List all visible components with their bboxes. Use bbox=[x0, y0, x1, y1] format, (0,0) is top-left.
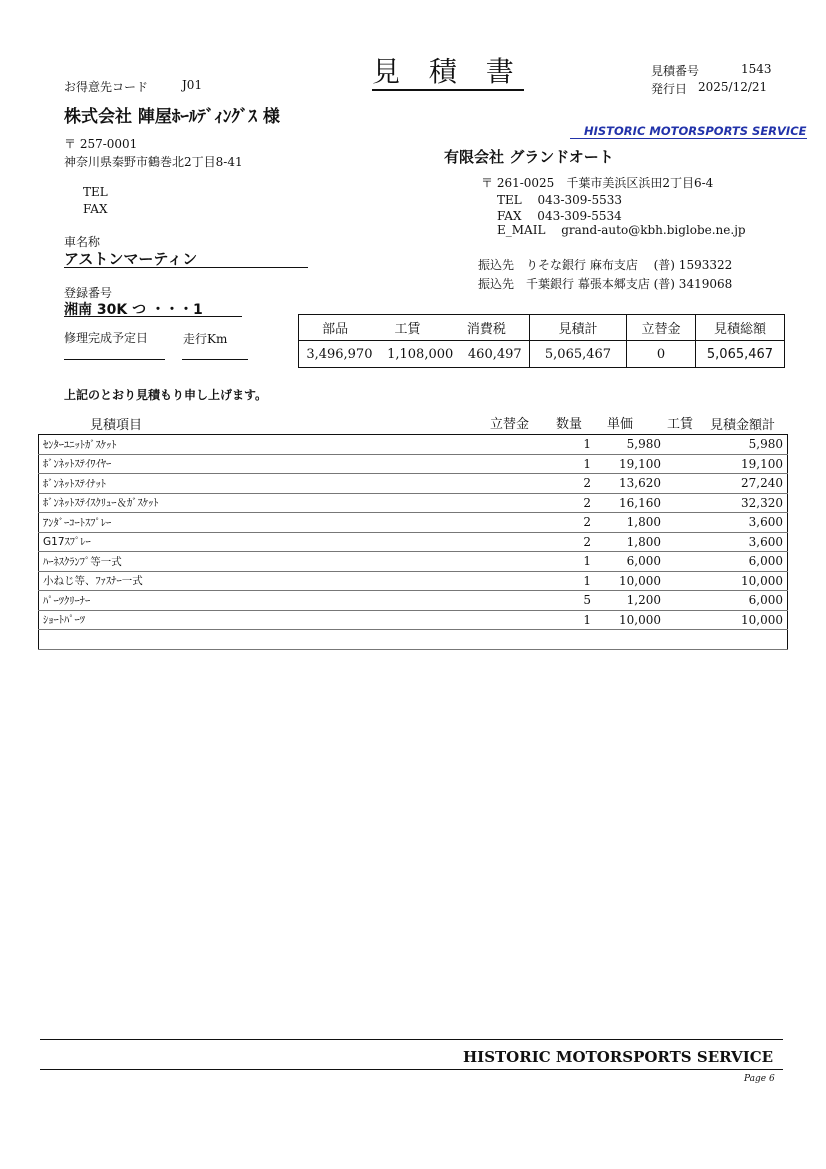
item-unit: 1,200 bbox=[595, 591, 665, 611]
table-row bbox=[39, 610, 788, 630]
item-advance bbox=[499, 474, 559, 494]
item-unit: 5,980 bbox=[595, 435, 665, 455]
estimate-no-label: 見積番号 bbox=[651, 64, 700, 78]
item-amount: 10,000 bbox=[707, 610, 788, 630]
summary-value-total: 5,065,467 bbox=[696, 341, 785, 368]
summary-value-group bbox=[299, 341, 530, 368]
mileage-label: 走行Km bbox=[183, 332, 228, 346]
item-unit: 16,160 bbox=[595, 493, 665, 513]
item-amount: 27,240 bbox=[707, 474, 788, 494]
summary-header-tax: 消費税 bbox=[466, 322, 506, 337]
table-row bbox=[39, 513, 788, 533]
item-labor bbox=[665, 630, 707, 650]
item-unit: 1,800 bbox=[595, 513, 665, 533]
item-labor bbox=[665, 493, 707, 513]
item-name bbox=[39, 630, 500, 650]
summary-value-tax: 460,497 bbox=[467, 346, 522, 362]
item-name: ﾊﾟｰﾂｸﾘｰﾅｰ bbox=[39, 591, 500, 611]
repair-date-label: 修理完成予定日 bbox=[64, 331, 149, 345]
item-advance bbox=[499, 454, 559, 474]
item-name: ﾎﾞﾝﾈｯﾄｽﾃｲｽｸﾘｭｰ＆ｶﾞｽｹｯﾄ bbox=[39, 493, 500, 513]
table-row bbox=[39, 630, 788, 650]
bank-1: 振込先 りそな銀行 麻布支店 (普) 1593322 bbox=[478, 258, 733, 272]
company-address: 〒 261-0025 千葉市美浜区浜田2丁目6-4 bbox=[481, 176, 714, 190]
item-qty: 2 bbox=[559, 532, 595, 552]
reg-number: 湘南 30K つ ・・・1 bbox=[64, 302, 203, 318]
company-fax: FAX 043-309-5534 bbox=[497, 209, 622, 223]
summary-header-parts: 部品 bbox=[322, 322, 349, 337]
items-header-qty: 数量 bbox=[556, 417, 583, 432]
summary-value-parts: 3,496,970 bbox=[306, 346, 373, 362]
item-labor bbox=[665, 610, 707, 630]
item-unit: 19,100 bbox=[595, 454, 665, 474]
items-header-unit: 単価 bbox=[607, 417, 634, 432]
item-qty: 2 bbox=[559, 513, 595, 533]
footer-brand: HISTORIC MOTORSPORTS SERVICE bbox=[463, 1048, 774, 1066]
customer-postal: 〒 257-0001 bbox=[64, 137, 138, 151]
customer-code-label: お得意先コード bbox=[64, 80, 149, 94]
item-labor bbox=[665, 571, 707, 591]
summary-table bbox=[298, 314, 785, 368]
summary-header-advance: 立替金 bbox=[627, 315, 696, 341]
item-name: 小ねじ等、ﾌｧｽﾅｰ一式 bbox=[39, 571, 500, 591]
table-row bbox=[39, 454, 788, 474]
issue-date-label: 発行日 bbox=[651, 82, 688, 96]
item-qty: 1 bbox=[559, 454, 595, 474]
page-number: Page 6 bbox=[744, 1074, 775, 1084]
summary-header-subtotal: 見積計 bbox=[530, 315, 627, 341]
item-amount: 19,100 bbox=[707, 454, 788, 474]
mileage-line bbox=[182, 359, 248, 360]
summary-header-labor: 工賃 bbox=[394, 322, 421, 337]
item-amount: 32,320 bbox=[707, 493, 788, 513]
item-qty: 2 bbox=[559, 474, 595, 494]
company-tel: TEL 043-309-5533 bbox=[497, 193, 623, 207]
item-amount bbox=[707, 630, 788, 650]
customer-fax: FAX bbox=[83, 202, 108, 216]
brand-logo: HISTORIC MOTORSPORTS SERVICE bbox=[570, 124, 807, 139]
item-amount: 3,600 bbox=[707, 513, 788, 533]
item-labor bbox=[665, 435, 707, 455]
car-name-underline bbox=[64, 267, 308, 268]
item-name: ﾎﾞﾝﾈｯﾄｽﾃｲﾅｯﾄ bbox=[39, 474, 500, 494]
item-advance bbox=[499, 513, 559, 533]
table-row bbox=[39, 532, 788, 552]
item-qty bbox=[559, 630, 595, 650]
footer-line-bottom bbox=[40, 1069, 783, 1070]
customer-name: 株式会社 陣屋ﾎｰﾙﾃﾞｨﾝｸﾞｽ 様 bbox=[64, 107, 280, 127]
reg-label: 登録番号 bbox=[64, 286, 113, 300]
car-name-label: 車名称 bbox=[64, 235, 101, 249]
item-unit: 10,000 bbox=[595, 571, 665, 591]
item-qty: 1 bbox=[559, 552, 595, 572]
item-advance bbox=[499, 610, 559, 630]
item-amount: 6,000 bbox=[707, 552, 788, 572]
items-table bbox=[38, 434, 788, 650]
item-amount: 10,000 bbox=[707, 571, 788, 591]
item-labor bbox=[665, 591, 707, 611]
item-advance bbox=[499, 591, 559, 611]
item-qty: 1 bbox=[559, 571, 595, 591]
item-advance bbox=[499, 493, 559, 513]
item-name: ﾎﾞﾝﾈｯﾄｽﾃｲﾜｲﾔｰ bbox=[39, 454, 500, 474]
item-qty: 1 bbox=[559, 435, 595, 455]
item-qty: 2 bbox=[559, 493, 595, 513]
item-labor bbox=[665, 454, 707, 474]
bank-2: 振込先 千葉銀行 幕張本郷支店 (普) 3419068 bbox=[478, 277, 733, 291]
item-unit: 13,620 bbox=[595, 474, 665, 494]
summary-header-total: 見積総額 bbox=[696, 315, 785, 341]
company-name: 有限会社 グランドオート bbox=[444, 148, 614, 166]
item-advance bbox=[499, 435, 559, 455]
summary-header-group bbox=[299, 315, 530, 341]
page-title: 見 積 書 bbox=[372, 55, 524, 91]
table-row bbox=[39, 571, 788, 591]
estimate-no: 1543 bbox=[741, 62, 772, 76]
item-advance bbox=[499, 571, 559, 591]
item-amount: 5,980 bbox=[707, 435, 788, 455]
customer-address: 神奈川県秦野市鶴巻北2丁目8-41 bbox=[64, 155, 243, 169]
item-name: ｾﾝﾀｰﾕﾆｯﾄｶﾞｽｹｯﾄ bbox=[39, 435, 500, 455]
item-name: ｱﾝﾀﾞｰｺｰﾄｽﾌﾟﾚｰ bbox=[39, 513, 500, 533]
item-labor bbox=[665, 474, 707, 494]
footer-line-top bbox=[40, 1039, 783, 1040]
item-qty: 1 bbox=[559, 610, 595, 630]
item-amount: 3,600 bbox=[707, 532, 788, 552]
car-name: アストンマーティン bbox=[64, 250, 198, 268]
table-row bbox=[39, 552, 788, 572]
items-header-name: 見積項目 bbox=[90, 418, 143, 433]
table-row bbox=[39, 435, 788, 455]
items-header-amount: 見積金額計 bbox=[710, 418, 776, 433]
table-row bbox=[39, 591, 788, 611]
item-qty: 5 bbox=[559, 591, 595, 611]
item-unit: 6,000 bbox=[595, 552, 665, 572]
table-row bbox=[39, 493, 788, 513]
item-name: ﾊｰﾈｽｸﾗﾝﾌﾟ等一式 bbox=[39, 552, 500, 572]
item-labor bbox=[665, 532, 707, 552]
company-email: E_MAIL grand-auto@kbh.biglobe.ne.jp bbox=[497, 223, 746, 237]
item-unit: 10,000 bbox=[595, 610, 665, 630]
item-advance bbox=[499, 552, 559, 572]
items-header-advance: 立替金 bbox=[490, 417, 530, 432]
item-name: G17ｽﾌﾟﾚｰ bbox=[39, 532, 500, 552]
item-labor bbox=[665, 513, 707, 533]
items-header-labor: 工賃 bbox=[667, 417, 694, 432]
summary-value-labor: 1,108,000 bbox=[387, 346, 454, 362]
customer-tel: TEL bbox=[83, 185, 108, 199]
estimate-message: 上記のとおり見積もり申し上げます。 bbox=[64, 388, 268, 402]
item-labor bbox=[665, 552, 707, 572]
item-name: ｼｮｰﾄﾊﾟｰﾂ bbox=[39, 610, 500, 630]
item-amount: 6,000 bbox=[707, 591, 788, 611]
item-advance bbox=[499, 630, 559, 650]
reg-underline bbox=[64, 316, 242, 317]
item-advance bbox=[499, 532, 559, 552]
customer-code: J01 bbox=[182, 78, 203, 92]
item-unit: 1,800 bbox=[595, 532, 665, 552]
summary-value-advance: 0 bbox=[627, 341, 696, 368]
table-row bbox=[39, 474, 788, 494]
issue-date: 2025/12/21 bbox=[698, 80, 768, 94]
item-unit bbox=[595, 630, 665, 650]
summary-value-subtotal: 5,065,467 bbox=[530, 341, 627, 368]
repair-date-line bbox=[64, 359, 165, 360]
